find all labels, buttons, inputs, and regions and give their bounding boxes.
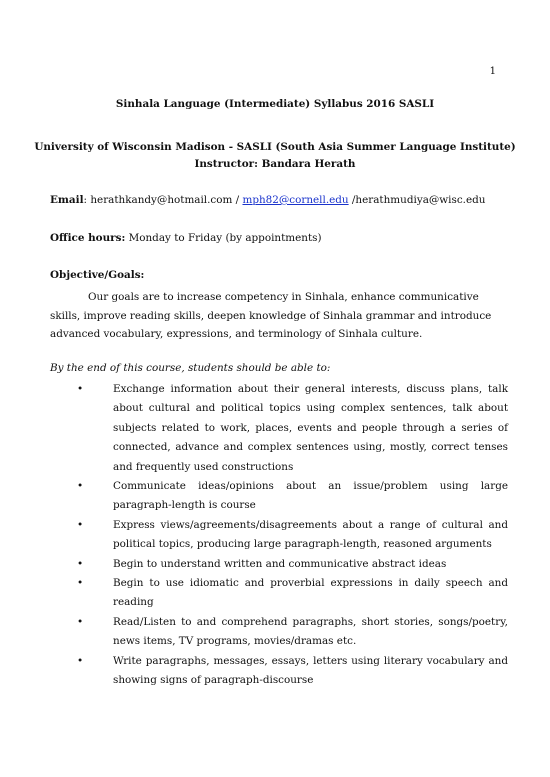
list-item-text: Express views/agreements/disagreements about a range of cultural and political topics, producing large paragraph-length, reasoned arguments [113, 518, 508, 551]
email-address-3: /herathmudiya@wisc.edu [348, 194, 486, 206]
list-item-text: Begin to understand written and communicative abstract ideas [113, 557, 447, 570]
office-hours-line [50, 232, 505, 244]
list-item-text: Begin to use idiomatic and proverbial expressions in daily speech and reading [113, 577, 508, 609]
bullet-icon: • [77, 557, 84, 570]
list-item [0, 555, 508, 574]
list-item-text: Communicate ideas/opinions about an issue/problem using large paragraph-length is course [113, 480, 508, 512]
email-link[interactable]: mph82@cornell.edu [242, 194, 349, 206]
list-item [0, 652, 508, 691]
bullet-icon: • [77, 615, 84, 628]
office-hours-label: Office hours: [50, 232, 126, 244]
instructor-line: Instructor: Bandara Herath [194, 158, 356, 170]
email-address-1: : herathkandy@hotmail.com / [83, 194, 243, 206]
objective-heading: Objective/Goals: [50, 269, 145, 281]
university-line: University of Wisconsin Madison - SASLI (South Asia Summer Language Institute) [34, 141, 516, 153]
office-hours-value: Monday to Friday (by appointments) [125, 232, 322, 244]
bullet-icon: • [77, 577, 84, 590]
page-number: 1 [489, 66, 496, 77]
bullet-icon: • [77, 518, 84, 531]
bullet-icon: • [77, 654, 84, 667]
list-item-text: Read/Listen to and comprehend paragraphs, short stories, songs/poetry, news items, TV programs, movies/dramas etc. [113, 615, 508, 648]
list-item [0, 516, 508, 555]
document-title: Sinhala Language (Intermediate) Syllabus 2016 SASLI [115, 98, 435, 110]
outcomes-intro: By the end of this course, students should be able to: [50, 362, 331, 374]
bullet-icon: • [77, 480, 84, 493]
email-label: Email [50, 194, 84, 206]
bullet-icon: • [77, 383, 84, 395]
outcomes-list [0, 380, 550, 691]
list-item-text: Exchange information about their general interests, discuss plans, talk about cultural and political topics using complex sentences, talk about subjects related to work, places, events and people through a series of connected, advance and complex sentences using, mostly, correct tenses and frequently used constructions [113, 383, 508, 473]
objective-paragraph: Our goals are to increase competency in Sinhala, enhance communicative skills, improve reading skills, deepen knowledge of Sinhala grammar and introduce advanced vocabulary, expressions, and terminology of Sinhala culture. [50, 291, 492, 341]
list-item [0, 574, 508, 613]
list-item-text: Write paragraphs, messages, essays, letters using literary vocabulary and showing signs of paragraph-discourse [113, 654, 508, 687]
list-item [0, 380, 508, 477]
list-item [0, 613, 508, 652]
email-line [50, 194, 505, 206]
list-item [0, 477, 508, 516]
